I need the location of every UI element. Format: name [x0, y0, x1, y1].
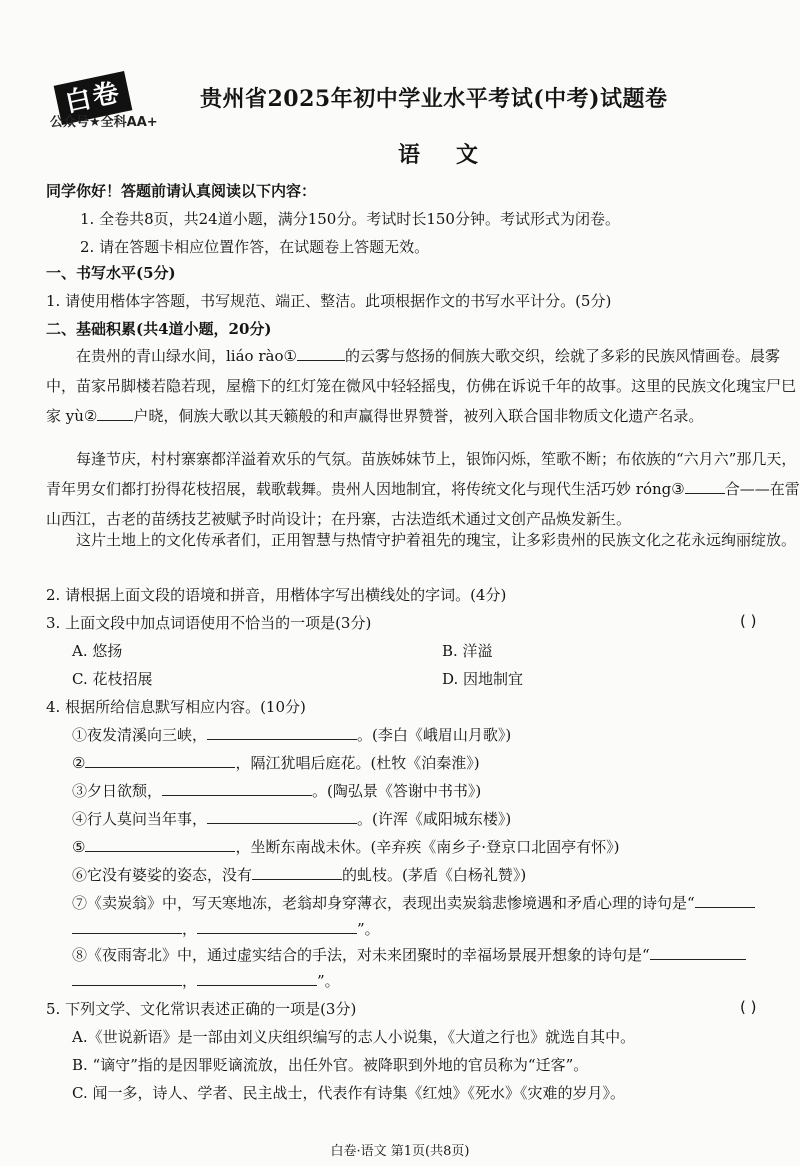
- recite-line: ⑥它没有婆娑的姿态，没有 的虬枝。(茅盾《白杨礼赞》): [72, 866, 527, 884]
- answer-blank[interactable]: [197, 919, 357, 934]
- answer-blank[interactable]: [162, 781, 312, 796]
- answer-blank[interactable]: [207, 725, 357, 740]
- answer-blank[interactable]: [695, 893, 755, 908]
- answer-blank[interactable]: [85, 837, 235, 852]
- recite-line: ⑦《卖炭翁》中，写天寒地冻，老翁却身穿薄衣，表现出卖炭翁悲惨境遇和矛盾心理的诗句是“: [72, 892, 755, 913]
- answer-parentheses[interactable]: ( ): [740, 998, 757, 1016]
- option-c: C. 闻一多，诗人、学者、民主战士，代表作有诗集《红烛》《死水》《灾难的岁月》。: [72, 1084, 625, 1102]
- instruction-item: 1. 全卷共8页，共24道小题，满分150分。考试时长150分钟。考试形式为闭卷。: [80, 210, 620, 228]
- answer-blank[interactable]: [297, 346, 345, 361]
- section-heading: 一、书写水平(5分): [46, 264, 176, 282]
- recite-line: ② ，隔江犹唱后庭花。(杜牧《泊秦淮》): [72, 754, 480, 772]
- recite-line: ， ”。: [72, 918, 380, 939]
- answer-blank[interactable]: [85, 753, 235, 768]
- recite-line: ③夕日欲颓， 。(陶弘景《答谢中书书》): [72, 782, 482, 800]
- answer-blank[interactable]: [207, 809, 357, 824]
- answer-blank[interactable]: [252, 865, 342, 880]
- answer-blank[interactable]: [650, 945, 746, 960]
- option-c: C. 花枝招展: [72, 670, 153, 688]
- recite-line: ①夜发清溪向三峡， 。(李白《峨眉山月歌》): [72, 726, 512, 744]
- recite-line: ⑧《夜雨寄北》中，通过虚实结合的手法，对未来团聚时的幸福场景展开想象的诗句是“: [72, 944, 746, 965]
- stamp-logo: 白卷: [54, 71, 133, 125]
- option-a: A. 悠扬: [72, 642, 123, 660]
- option-b: B. 洋溢: [442, 642, 493, 660]
- answer-blank[interactable]: [72, 919, 182, 934]
- answer-blank[interactable]: [97, 406, 133, 421]
- recite-line: ， ”。: [72, 970, 340, 991]
- subject-title: 语文: [398, 142, 515, 168]
- option-d: D. 因地制宜: [442, 670, 524, 688]
- section-heading: 二、基础积累(共4道小题，20分): [46, 320, 272, 338]
- answer-blank[interactable]: [72, 971, 182, 986]
- answer-blank[interactable]: [685, 479, 725, 494]
- option-b: B. “谪守”指的是因罪贬谪流放，出任外官。被降职到外地的官员称为“迁客”。: [72, 1056, 589, 1074]
- passage-paragraph: 这片土地上的文化传承者们，正用智慧与热情守护着祖先的瑰宝，让多彩贵州的民族文化之花永远绚丽绽放。: [76, 531, 797, 549]
- question-4-stem: 4. 根据所给信息默写相应内容。(10分): [46, 698, 306, 716]
- answer-parentheses[interactable]: ( ): [740, 612, 757, 630]
- watermark: 公众号★全科AA+: [50, 115, 158, 130]
- answer-blank[interactable]: [197, 971, 317, 986]
- page-footer: 白卷·语文 第1页(共8页): [330, 1144, 470, 1159]
- instruction-item: 2. 请在答题卡相应位置作答，在试题卷上答题无效。: [80, 238, 430, 256]
- question-5-stem: 5. 下列文学、文化常识表述正确的一项是(3分): [46, 1000, 357, 1018]
- option-a: A.《世说新语》是一部由刘义庆组织编写的志人小说集，《大道之行也》就选自其中。: [72, 1028, 636, 1046]
- passage-paragraph: 每逢节庆，村村寨寨都洋溢着欢乐的气氛。苗族姊妹节上，银饰闪烁，笙歌不断；布依族的“六月六”那几天，青年男女们都打扮得花枝招展，载歌载舞。贵州人因地制宜，将传统文化与现代生活巧妙 róng③ 合——在雷山西江，古老的苗绣技艺被赋予时尚设计；在丹寨，古法造纸术通过文创产品焕发新生。: [46, 450, 800, 528]
- instructions-heading: 同学你好！答题前请认真阅读以下内容：: [46, 182, 317, 200]
- page-title: 贵州省2025年初中学业水平考试(中考)试题卷: [200, 86, 668, 112]
- recite-line: ④行人莫问当年事， 。(许浑《咸阳城东楼》): [72, 810, 512, 828]
- recite-line: ⑤ ，坐断东南战未休。(辛弃疾《南乡子·登京口北固亭有怀》): [72, 838, 620, 856]
- question-1: 1. 请使用楷体字答题，书写规范、端正、整洁。此项根据作文的书写水平计分。(5分): [46, 292, 612, 310]
- passage-paragraph: 在贵州的青山绿水间，liáo rào① 的云雾与悠扬的侗族大歌交织，绘就了多彩的民族风情画卷。晨雾中，苗家吊脚楼若隐若现，屋檐下的红灯笼在微风中轻轻摇曳，仿佛在诉说千年的故事。这里的民族文化瑰宝尸巳家 yù② 户晓，侗族大歌以其天籁般的和声赢得世界赞誉，被列入联合国非物质文化遗产名录。: [46, 347, 797, 425]
- question-2: 2. 请根据上面文段的语境和拼音，用楷体字写出横线处的字词。(4分): [46, 586, 507, 604]
- question-3-stem: 3. 上面文段中加点词语使用不恰当的一项是(3分): [46, 614, 372, 632]
